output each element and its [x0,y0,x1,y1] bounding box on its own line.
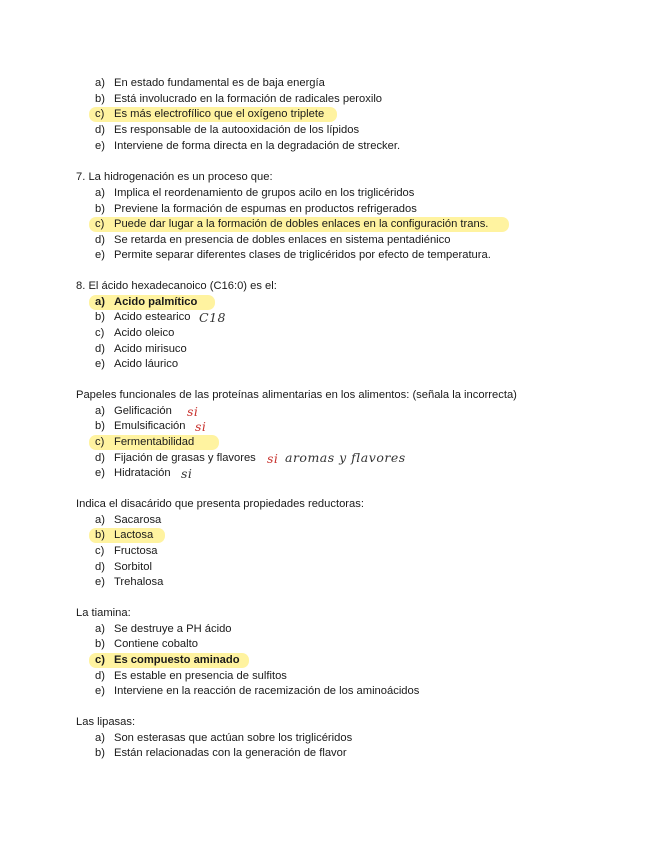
option-letter: d) [95,124,105,136]
option-letter: b) [95,93,105,105]
option-letter: b) [95,747,105,759]
option-text: Gelificación [114,405,172,417]
question-title: Papeles funcionales de las proteínas alimentarias en los alimentos: (señala la incorrecta) [76,389,517,401]
option-text: Se retarda en presencia de dobles enlaces en sistema pentadiénico [114,234,451,246]
handwritten-si: si [181,466,193,481]
option-text: Emulsificación [114,420,186,432]
option-text: Previene la formación de espumas en productos refrigerados [114,203,417,215]
option-text: Acido mirisuco [114,343,187,355]
option-letter: c) [95,436,105,448]
option-text: Es responsable de la autooxidación de los lípidos [114,124,360,136]
option-letter: d) [95,343,105,355]
option-letter: b) [95,420,105,432]
option-text: Trehalosa [114,576,164,588]
question-title: Indica el disacárido que presenta propiedades reductoras: [76,498,364,510]
option-letter: c) [95,218,105,230]
option-letter: a) [95,732,105,744]
option-text: Está involucrado en la formación de radicales peroxilo [114,93,383,105]
option-text: Es estable en presencia de sulfitos [114,670,287,682]
option-letter: a) [95,296,105,308]
option-text: Son esterasas que actúan sobre los triglicéridos [114,732,353,744]
option-letter: e) [95,685,105,697]
handwritten-si: si [267,451,279,466]
option-letter: a) [95,405,105,417]
option-text: Contiene cobalto [114,638,198,650]
option-letter: c) [95,545,105,557]
option-letter: e) [95,140,105,152]
option-letter: d) [95,561,105,573]
option-text: Fructosa [114,545,158,557]
option-text: Se destruye a PH ácido [114,623,232,635]
option-text: Es más electrofílico que el oxígeno triplete [114,108,325,120]
handwritten-c18: C18 [199,310,226,325]
option-text: Es compuesto aminado [114,654,240,666]
question-title: 7. La hidrogenación es un proceso que: [76,171,273,183]
option-text: Sacarosa [114,514,162,526]
option-letter: b) [95,203,105,215]
option-letter: a) [95,187,105,199]
option-text: Acido estearico [114,311,191,323]
handwritten-aromas: aromas y flavores [285,450,406,465]
option-letter: d) [95,670,105,682]
option-letter: e) [95,467,105,479]
option-text: Puede dar lugar a la formación de dobles enlaces en la configuración trans. [114,218,489,230]
question-title: La tiamina: [76,607,131,619]
option-letter: a) [95,514,105,526]
option-letter: d) [95,452,105,464]
option-text: Interviene en la reacción de racemización de los aminoácidos [114,685,420,697]
option-letter: c) [95,327,105,339]
option-text: Acido oleico [114,327,175,339]
handwritten-si: si [187,404,199,419]
option-letter: b) [95,529,105,541]
option-letter: d) [95,234,105,246]
option-letter: e) [95,358,105,370]
option-text: Fijación de grasas y flavores [114,452,256,464]
option-letter: e) [95,249,105,261]
option-text: Lactosa [114,529,154,541]
option-text: Permite separar diferentes clases de triglicéridos por efecto de temperatura. [114,249,491,261]
handwritten-si: si [195,419,207,434]
option-letter: b) [95,638,105,650]
option-text: Están relacionadas con la generación de flavor [114,747,347,759]
option-text: En estado fundamental es de baja energía [114,77,325,89]
option-letter: c) [95,108,105,120]
option-text: Fermentabilidad [114,436,195,448]
option-letter: c) [95,654,105,666]
question-title: 8. El ácido hexadecanoico (C16:0) es el: [76,280,277,292]
option-text: Interviene de forma directa en la degradación de strecker. [114,140,401,152]
option-letter: e) [95,576,105,588]
option-text: Acido palmítico [114,296,198,308]
option-text: Implica el reordenamiento de grupos acilo en los triglicéridos [114,187,415,199]
option-text: Hidratación [114,467,171,479]
option-letter: a) [95,623,105,635]
option-letter: b) [95,311,105,323]
option-text: Acido láurico [114,358,179,370]
option-text: Sorbitol [114,561,152,573]
option-letter: a) [95,77,105,89]
question-title: Las lipasas: [76,716,136,728]
